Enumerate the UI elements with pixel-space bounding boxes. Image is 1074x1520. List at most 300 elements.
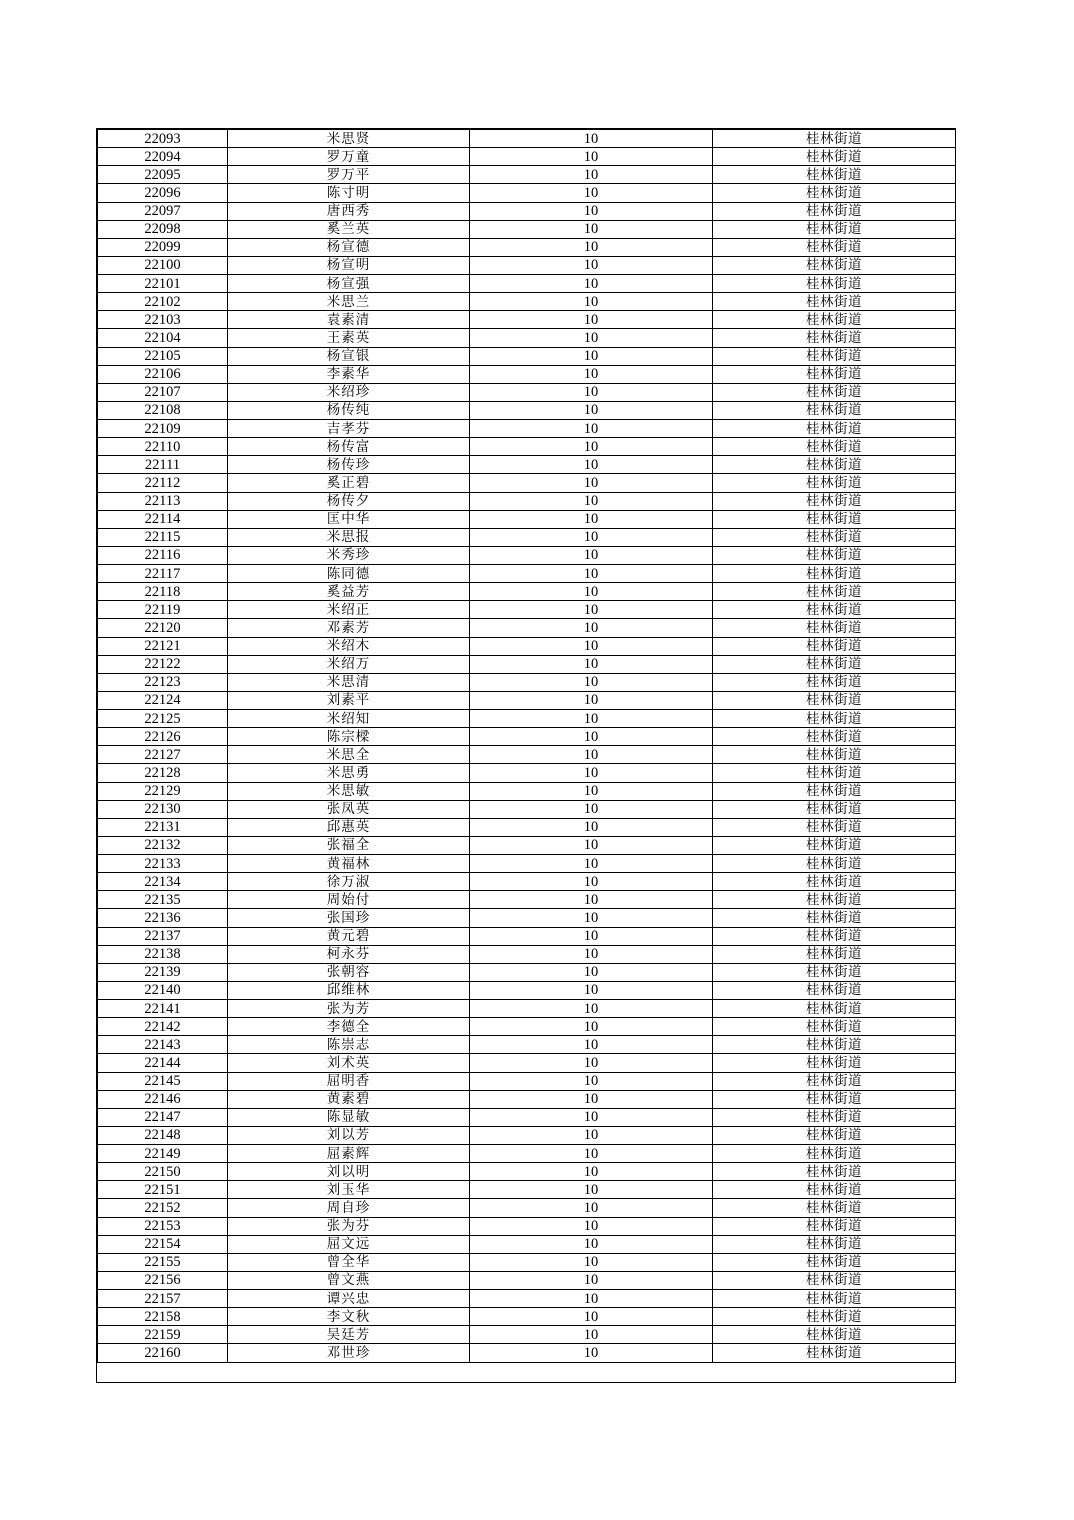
table-row bbox=[98, 836, 956, 854]
cell-name: 杨宣强 bbox=[228, 275, 470, 293]
table-row bbox=[98, 963, 956, 981]
table-row bbox=[98, 492, 956, 510]
cell-name: 米思全 bbox=[228, 746, 470, 764]
cell-area: 桂林街道 bbox=[713, 383, 956, 401]
cell-amount: 10 bbox=[470, 1290, 713, 1308]
cell-amount: 10 bbox=[470, 945, 713, 963]
cell-area: 桂林街道 bbox=[713, 1145, 956, 1163]
table-row bbox=[98, 1235, 956, 1253]
cell-id: 22122 bbox=[98, 655, 228, 673]
cell-area: 桂林街道 bbox=[713, 456, 956, 474]
cell-amount: 10 bbox=[470, 963, 713, 981]
cell-name: 张朝容 bbox=[228, 963, 470, 981]
cell-name: 屈明香 bbox=[228, 1072, 470, 1090]
cell-amount: 10 bbox=[470, 1217, 713, 1235]
table-row bbox=[98, 1199, 956, 1217]
cell-amount: 10 bbox=[470, 347, 713, 365]
cell-area: 桂林街道 bbox=[713, 1217, 956, 1235]
table-row bbox=[98, 546, 956, 564]
table-row bbox=[98, 1181, 956, 1199]
cell-area: 桂林街道 bbox=[713, 1181, 956, 1199]
cell-id: 22135 bbox=[98, 891, 228, 909]
cell-area: 桂林街道 bbox=[713, 238, 956, 256]
cell-id: 22138 bbox=[98, 945, 228, 963]
table-row bbox=[98, 438, 956, 456]
table-row bbox=[98, 764, 956, 782]
cell-id: 22134 bbox=[98, 873, 228, 891]
cell-amount: 10 bbox=[470, 1253, 713, 1271]
table-row bbox=[98, 1308, 956, 1326]
table-row bbox=[98, 383, 956, 401]
cell-id: 22129 bbox=[98, 782, 228, 800]
cell-id: 22154 bbox=[98, 1235, 228, 1253]
cell-id: 22108 bbox=[98, 401, 228, 419]
cell-amount: 10 bbox=[470, 1181, 713, 1199]
cell-area: 桂林街道 bbox=[713, 329, 956, 347]
cell-id: 22141 bbox=[98, 1000, 228, 1018]
cell-id: 22116 bbox=[98, 546, 228, 564]
cell-area: 桂林街道 bbox=[713, 492, 956, 510]
cell-id: 22095 bbox=[98, 166, 228, 184]
cell-id: 22156 bbox=[98, 1271, 228, 1289]
table-row bbox=[98, 746, 956, 764]
cell-id: 22128 bbox=[98, 764, 228, 782]
cell-area: 桂林街道 bbox=[713, 909, 956, 927]
cell-amount: 10 bbox=[470, 256, 713, 274]
table-row bbox=[98, 365, 956, 383]
cell-amount: 10 bbox=[470, 691, 713, 709]
cell-amount: 10 bbox=[470, 601, 713, 619]
cell-amount: 10 bbox=[470, 1072, 713, 1090]
table-row bbox=[98, 945, 956, 963]
cell-area: 桂林街道 bbox=[713, 673, 956, 691]
cell-name: 奚正碧 bbox=[228, 474, 470, 492]
cell-name: 刘以明 bbox=[228, 1163, 470, 1181]
cell-id: 22113 bbox=[98, 492, 228, 510]
cell-area: 桂林街道 bbox=[713, 1054, 956, 1072]
cell-name: 陈崇志 bbox=[228, 1036, 470, 1054]
cell-id: 22145 bbox=[98, 1072, 228, 1090]
cell-name: 吴廷芳 bbox=[228, 1326, 470, 1344]
cell-id: 22153 bbox=[98, 1217, 228, 1235]
cell-id: 22146 bbox=[98, 1090, 228, 1108]
cell-name: 张为芬 bbox=[228, 1217, 470, 1235]
cell-area: 桂林街道 bbox=[713, 474, 956, 492]
cell-amount: 10 bbox=[470, 329, 713, 347]
cell-area: 桂林街道 bbox=[713, 1108, 956, 1126]
cell-amount: 10 bbox=[470, 583, 713, 601]
cell-id: 22123 bbox=[98, 673, 228, 691]
cell-area: 桂林街道 bbox=[713, 963, 956, 981]
cell-name: 刘素平 bbox=[228, 691, 470, 709]
table-row bbox=[98, 1090, 956, 1108]
cell-area: 桂林街道 bbox=[713, 818, 956, 836]
cell-id: 22110 bbox=[98, 438, 228, 456]
cell-name: 奚益芳 bbox=[228, 583, 470, 601]
cell-area: 桂林街道 bbox=[713, 1072, 956, 1090]
cell-name: 王素英 bbox=[228, 329, 470, 347]
cell-area: 桂林街道 bbox=[713, 546, 956, 564]
cell-name: 黄素碧 bbox=[228, 1090, 470, 1108]
cell-name: 米思敏 bbox=[228, 782, 470, 800]
cell-amount: 10 bbox=[470, 1326, 713, 1344]
cell-area: 桂林街道 bbox=[713, 347, 956, 365]
cell-area: 桂林街道 bbox=[713, 655, 956, 673]
cell-amount: 10 bbox=[470, 438, 713, 456]
cell-id: 22111 bbox=[98, 456, 228, 474]
cell-id: 22124 bbox=[98, 691, 228, 709]
cell-id: 22100 bbox=[98, 256, 228, 274]
cell-name: 杨宣德 bbox=[228, 238, 470, 256]
cell-id: 22115 bbox=[98, 528, 228, 546]
cell-area: 桂林街道 bbox=[713, 710, 956, 728]
cell-name: 屈素辉 bbox=[228, 1145, 470, 1163]
cell-amount: 10 bbox=[470, 456, 713, 474]
cell-id: 22125 bbox=[98, 710, 228, 728]
table-row bbox=[98, 818, 956, 836]
cell-name: 周始付 bbox=[228, 891, 470, 909]
cell-id: 22148 bbox=[98, 1126, 228, 1144]
cell-amount: 10 bbox=[470, 1090, 713, 1108]
table-row bbox=[98, 1000, 956, 1018]
cell-amount: 10 bbox=[470, 873, 713, 891]
cell-id: 22144 bbox=[98, 1054, 228, 1072]
cell-amount: 10 bbox=[470, 420, 713, 438]
cell-id: 22150 bbox=[98, 1163, 228, 1181]
cell-area: 桂林街道 bbox=[713, 1326, 956, 1344]
table-row bbox=[98, 202, 956, 220]
cell-id: 22105 bbox=[98, 347, 228, 365]
cell-id: 22093 bbox=[98, 130, 228, 148]
cell-id: 22103 bbox=[98, 311, 228, 329]
cell-name: 李德全 bbox=[228, 1018, 470, 1036]
table-row bbox=[98, 981, 956, 999]
table-row bbox=[98, 1145, 956, 1163]
cell-name: 罗万平 bbox=[228, 166, 470, 184]
cell-name: 杨宣银 bbox=[228, 347, 470, 365]
cell-area: 桂林街道 bbox=[713, 293, 956, 311]
cell-id: 22147 bbox=[98, 1108, 228, 1126]
cell-amount: 10 bbox=[470, 1036, 713, 1054]
table-row bbox=[98, 1036, 956, 1054]
table-row bbox=[98, 800, 956, 818]
cell-id: 22120 bbox=[98, 619, 228, 637]
cell-area: 桂林街道 bbox=[713, 1199, 956, 1217]
cell-id: 22132 bbox=[98, 836, 228, 854]
cell-amount: 10 bbox=[470, 311, 713, 329]
cell-area: 桂林街道 bbox=[713, 619, 956, 637]
cell-name: 张国珍 bbox=[228, 909, 470, 927]
cell-name: 张为芳 bbox=[228, 1000, 470, 1018]
cell-amount: 10 bbox=[470, 710, 713, 728]
cell-name: 唐西秀 bbox=[228, 202, 470, 220]
table-row bbox=[98, 1054, 956, 1072]
cell-name: 米思兰 bbox=[228, 293, 470, 311]
cell-area: 桂林街道 bbox=[713, 1036, 956, 1054]
cell-name: 陈同德 bbox=[228, 565, 470, 583]
cell-area: 桂林街道 bbox=[713, 510, 956, 528]
cell-name: 米秀珍 bbox=[228, 546, 470, 564]
cell-amount: 10 bbox=[470, 1199, 713, 1217]
table-row bbox=[98, 909, 956, 927]
cell-name: 柯永芬 bbox=[228, 945, 470, 963]
cell-name: 罗万童 bbox=[228, 148, 470, 166]
cell-amount: 10 bbox=[470, 130, 713, 148]
cell-id: 22158 bbox=[98, 1308, 228, 1326]
cell-area: 桂林街道 bbox=[713, 256, 956, 274]
cell-name: 李素华 bbox=[228, 365, 470, 383]
cell-area: 桂林街道 bbox=[713, 365, 956, 383]
cell-amount: 10 bbox=[470, 293, 713, 311]
cell-amount: 10 bbox=[470, 1344, 713, 1362]
cell-name: 邱维林 bbox=[228, 981, 470, 999]
cell-id: 22131 bbox=[98, 818, 228, 836]
cell-name: 张凤英 bbox=[228, 800, 470, 818]
cell-area: 桂林街道 bbox=[713, 1163, 956, 1181]
cell-name: 米绍正 bbox=[228, 601, 470, 619]
cell-amount: 10 bbox=[470, 474, 713, 492]
table-row bbox=[98, 1253, 956, 1271]
cell-name: 李文秋 bbox=[228, 1308, 470, 1326]
cell-amount: 10 bbox=[470, 1163, 713, 1181]
table-row bbox=[98, 275, 956, 293]
table-row bbox=[98, 1072, 956, 1090]
table-row bbox=[98, 1344, 956, 1362]
cell-id: 22152 bbox=[98, 1199, 228, 1217]
cell-name: 刘玉华 bbox=[228, 1181, 470, 1199]
table-row bbox=[98, 256, 956, 274]
cell-amount: 10 bbox=[470, 891, 713, 909]
cell-id: 22098 bbox=[98, 220, 228, 238]
cell-area: 桂林街道 bbox=[713, 1290, 956, 1308]
cell-area: 桂林街道 bbox=[713, 148, 956, 166]
table-row bbox=[98, 510, 956, 528]
table-row bbox=[98, 220, 956, 238]
table-row bbox=[98, 184, 956, 202]
cell-amount: 10 bbox=[470, 546, 713, 564]
cell-amount: 10 bbox=[470, 1235, 713, 1253]
cell-name: 杨宣明 bbox=[228, 256, 470, 274]
table-row bbox=[98, 1018, 956, 1036]
table-row bbox=[98, 691, 956, 709]
table-row bbox=[98, 728, 956, 746]
cell-amount: 10 bbox=[470, 383, 713, 401]
cell-amount: 10 bbox=[470, 637, 713, 655]
cell-amount: 10 bbox=[470, 565, 713, 583]
cell-name: 米绍珍 bbox=[228, 383, 470, 401]
cell-id: 22130 bbox=[98, 800, 228, 818]
cell-amount: 10 bbox=[470, 492, 713, 510]
cell-area: 桂林街道 bbox=[713, 945, 956, 963]
table-body bbox=[98, 130, 956, 1363]
cell-id: 22107 bbox=[98, 383, 228, 401]
cell-area: 桂林街道 bbox=[713, 873, 956, 891]
cell-amount: 10 bbox=[470, 1271, 713, 1289]
cell-id: 22117 bbox=[98, 565, 228, 583]
cell-area: 桂林街道 bbox=[713, 565, 956, 583]
cell-name: 杨传富 bbox=[228, 438, 470, 456]
table-row bbox=[98, 1163, 956, 1181]
cell-amount: 10 bbox=[470, 764, 713, 782]
table-row bbox=[98, 673, 956, 691]
cell-id: 22119 bbox=[98, 601, 228, 619]
cell-id: 22102 bbox=[98, 293, 228, 311]
cell-area: 桂林街道 bbox=[713, 202, 956, 220]
table-row bbox=[98, 710, 956, 728]
table-row bbox=[98, 130, 956, 148]
cell-area: 桂林街道 bbox=[713, 1018, 956, 1036]
cell-area: 桂林街道 bbox=[713, 891, 956, 909]
cell-area: 桂林街道 bbox=[713, 220, 956, 238]
cell-name: 谭兴忠 bbox=[228, 1290, 470, 1308]
cell-id: 22097 bbox=[98, 202, 228, 220]
cell-name: 奚兰英 bbox=[228, 220, 470, 238]
cell-name: 邓世珍 bbox=[228, 1344, 470, 1362]
cell-id: 22094 bbox=[98, 148, 228, 166]
cell-amount: 10 bbox=[470, 1018, 713, 1036]
cell-name: 杨传夕 bbox=[228, 492, 470, 510]
cell-name: 陈寸明 bbox=[228, 184, 470, 202]
cell-id: 22140 bbox=[98, 981, 228, 999]
cell-name: 米绍知 bbox=[228, 710, 470, 728]
cell-area: 桂林街道 bbox=[713, 782, 956, 800]
cell-area: 桂林街道 bbox=[713, 311, 956, 329]
cell-area: 桂林街道 bbox=[713, 637, 956, 655]
cell-amount: 10 bbox=[470, 510, 713, 528]
cell-name: 陈显敏 bbox=[228, 1108, 470, 1126]
cell-amount: 10 bbox=[470, 184, 713, 202]
cell-area: 桂林街道 bbox=[713, 420, 956, 438]
cell-id: 22139 bbox=[98, 963, 228, 981]
cell-id: 22112 bbox=[98, 474, 228, 492]
table-row bbox=[98, 583, 956, 601]
table-row bbox=[98, 891, 956, 909]
cell-amount: 10 bbox=[470, 673, 713, 691]
cell-name: 袁素清 bbox=[228, 311, 470, 329]
table-row bbox=[98, 1326, 956, 1344]
table-row bbox=[98, 148, 956, 166]
cell-name: 米绍万 bbox=[228, 655, 470, 673]
cell-amount: 10 bbox=[470, 836, 713, 854]
table-row bbox=[98, 456, 956, 474]
cell-area: 桂林街道 bbox=[713, 528, 956, 546]
cell-amount: 10 bbox=[470, 782, 713, 800]
cell-amount: 10 bbox=[470, 220, 713, 238]
cell-amount: 10 bbox=[470, 528, 713, 546]
cell-amount: 10 bbox=[470, 1000, 713, 1018]
cell-name: 杨传纯 bbox=[228, 401, 470, 419]
cell-area: 桂林街道 bbox=[713, 1090, 956, 1108]
cell-area: 桂林街道 bbox=[713, 1235, 956, 1253]
table-row bbox=[98, 238, 956, 256]
cell-amount: 10 bbox=[470, 800, 713, 818]
cell-area: 桂林街道 bbox=[713, 1344, 956, 1362]
cell-amount: 10 bbox=[470, 202, 713, 220]
cell-name: 米思报 bbox=[228, 528, 470, 546]
cell-amount: 10 bbox=[470, 909, 713, 927]
cell-area: 桂林街道 bbox=[713, 855, 956, 873]
table-row bbox=[98, 927, 956, 945]
cell-id: 22136 bbox=[98, 909, 228, 927]
table-row bbox=[98, 528, 956, 546]
table-row bbox=[98, 565, 956, 583]
cell-id: 22114 bbox=[98, 510, 228, 528]
cell-area: 桂林街道 bbox=[713, 728, 956, 746]
cell-area: 桂林街道 bbox=[713, 184, 956, 202]
cell-name: 张福全 bbox=[228, 836, 470, 854]
cell-amount: 10 bbox=[470, 728, 713, 746]
cell-amount: 10 bbox=[470, 166, 713, 184]
cell-name: 米思贤 bbox=[228, 130, 470, 148]
cell-amount: 10 bbox=[470, 148, 713, 166]
cell-id: 22121 bbox=[98, 637, 228, 655]
cell-area: 桂林街道 bbox=[713, 1126, 956, 1144]
cell-id: 22149 bbox=[98, 1145, 228, 1163]
cell-id: 22137 bbox=[98, 927, 228, 945]
cell-area: 桂林街道 bbox=[713, 438, 956, 456]
cell-name: 周自珍 bbox=[228, 1199, 470, 1217]
table-row bbox=[98, 347, 956, 365]
cell-id: 22155 bbox=[98, 1253, 228, 1271]
cell-name: 米思勇 bbox=[228, 764, 470, 782]
cell-name: 米思清 bbox=[228, 673, 470, 691]
cell-id: 22104 bbox=[98, 329, 228, 347]
cell-area: 桂林街道 bbox=[713, 691, 956, 709]
cell-area: 桂林街道 bbox=[713, 746, 956, 764]
table-row bbox=[98, 1217, 956, 1235]
cell-area: 桂林街道 bbox=[713, 1000, 956, 1018]
cell-amount: 10 bbox=[470, 1108, 713, 1126]
table-row bbox=[98, 420, 956, 438]
cell-amount: 10 bbox=[470, 981, 713, 999]
cell-amount: 10 bbox=[470, 1145, 713, 1163]
table-row bbox=[98, 855, 956, 873]
cell-amount: 10 bbox=[470, 238, 713, 256]
cell-name: 屈文远 bbox=[228, 1235, 470, 1253]
cell-name: 黄元碧 bbox=[228, 927, 470, 945]
cell-amount: 10 bbox=[470, 927, 713, 945]
cell-id: 22143 bbox=[98, 1036, 228, 1054]
cell-id: 22157 bbox=[98, 1290, 228, 1308]
table-row bbox=[98, 1108, 956, 1126]
cell-id: 22133 bbox=[98, 855, 228, 873]
cell-amount: 10 bbox=[470, 275, 713, 293]
table-row bbox=[98, 637, 956, 655]
cell-amount: 10 bbox=[470, 1126, 713, 1144]
data-table bbox=[97, 129, 956, 1363]
table-row bbox=[98, 311, 956, 329]
cell-area: 桂林街道 bbox=[713, 130, 956, 148]
cell-area: 桂林街道 bbox=[713, 1308, 956, 1326]
table-row bbox=[98, 1126, 956, 1144]
cell-id: 22118 bbox=[98, 583, 228, 601]
table-row bbox=[98, 474, 956, 492]
table-row bbox=[98, 619, 956, 637]
cell-id: 22101 bbox=[98, 275, 228, 293]
cell-amount: 10 bbox=[470, 655, 713, 673]
cell-id: 22099 bbox=[98, 238, 228, 256]
cell-area: 桂林街道 bbox=[713, 1253, 956, 1271]
cell-name: 匡中华 bbox=[228, 510, 470, 528]
cell-amount: 10 bbox=[470, 1308, 713, 1326]
cell-name: 刘术英 bbox=[228, 1054, 470, 1072]
cell-name: 米绍木 bbox=[228, 637, 470, 655]
table-row bbox=[98, 873, 956, 891]
cell-area: 桂林街道 bbox=[713, 401, 956, 419]
cell-area: 桂林街道 bbox=[713, 800, 956, 818]
table-row bbox=[98, 401, 956, 419]
cell-area: 桂林街道 bbox=[713, 927, 956, 945]
